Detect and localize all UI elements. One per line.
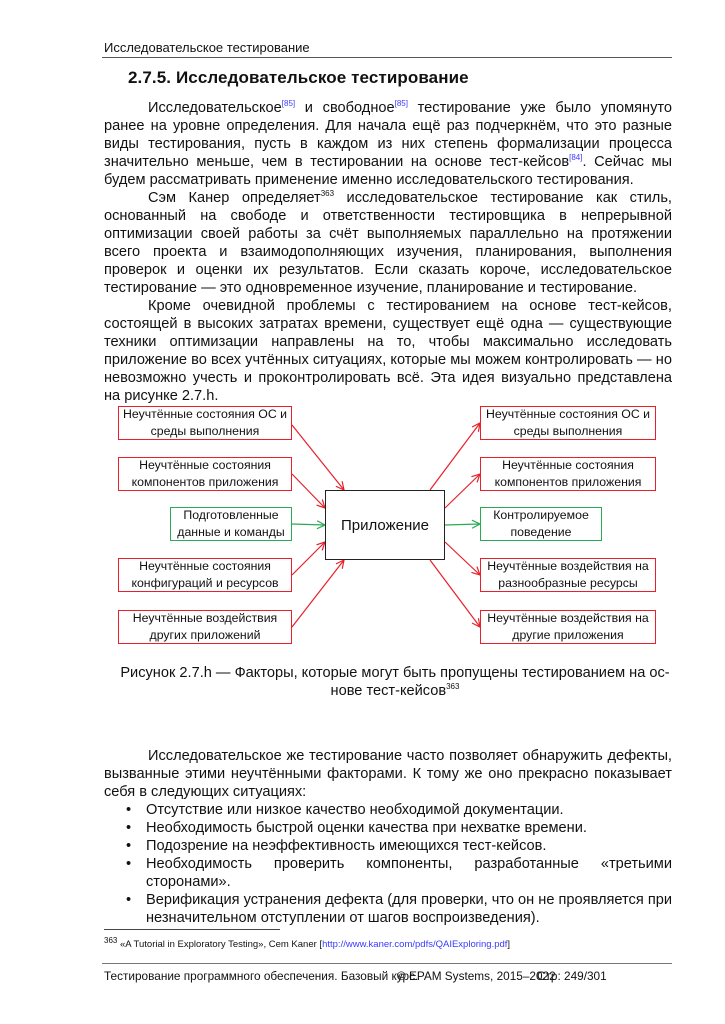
application-label: Приложение [341, 516, 429, 534]
box-label-line: компонентов приложения [131, 475, 279, 489]
box-label-line: Неучтённые воздействия на [487, 559, 649, 573]
input-arrow [292, 474, 325, 508]
figure-caption [112, 664, 678, 700]
list-item [104, 837, 672, 855]
bullet-icon: • [126, 838, 132, 854]
footnote-text: «A Tutorial in Exploratory Testing», Cem Kaner [ [117, 939, 323, 951]
list-item-text: Подозрение на неэффективность имеющихся тест-кейсов. [146, 838, 547, 854]
box-label-line: Неучтённые состояния ОС и [485, 407, 650, 421]
citation-link[interactable]: [85] [281, 99, 296, 109]
footer-course-title: Тестирование программного обеспечения. Базовый курс. [104, 969, 419, 983]
bullet-icon: • [126, 820, 132, 836]
output-arrow [430, 423, 480, 490]
left-factor-box [118, 406, 292, 440]
running-header: Исследовательское тестирование [104, 40, 310, 55]
list-item-text: Верификация устранения дефекта (для проверки, что он не проявляется при незначительном отступлении от шагов воспроизведения). [146, 892, 672, 926]
box-label-line: поведение [510, 525, 572, 539]
paragraph-text: Сэм Канер определяет [148, 190, 321, 206]
input-arrow [292, 524, 325, 525]
paragraph-text: Исследовательское [148, 100, 282, 116]
right-factor-box [480, 558, 656, 592]
box-label-line: Неучтённые воздействия [132, 611, 278, 625]
footnote [104, 936, 510, 950]
output-arrow [445, 524, 480, 525]
box-label-line: разнообразные ресурсы [498, 576, 638, 590]
footer-divider [102, 963, 672, 964]
list-item-text: Отсутствие или низкое качество необходимой документации. [146, 802, 564, 818]
bullet-icon: • [126, 892, 132, 908]
caption-footnote-ref[interactable]: 363 [446, 682, 460, 692]
box-label-line: конфигураций и ресурсов [131, 576, 279, 590]
paragraph-text: тестирование уже было упомянуто ранее на уровне определения. Для начала ещё раз подчеркнём, что это разные виды тестирования, пусть в каждом из них степень формализации процесса значительно меньше, чем в тестировании на основе тест-кейсов [104, 100, 673, 170]
output-arrow [430, 560, 480, 627]
box-label-line: Неучтённые состояния ОС и [122, 407, 287, 421]
left-factor-box [118, 558, 292, 592]
left-factor-box [118, 457, 292, 491]
box-label-line: других приложений [149, 628, 261, 642]
box-label-line: среды выполнения [513, 424, 623, 438]
list-item [104, 819, 672, 837]
right-factor-box [480, 406, 656, 440]
box-label-line: Неучтённые воздействия на [487, 611, 649, 625]
right-factor-box [480, 457, 656, 491]
input-arrow [292, 542, 325, 575]
caption-line-1: Рисунок 2.7.h — Факторы, которые могут быть пропущены тестированием на ос- [120, 665, 670, 681]
situations-list [104, 801, 672, 927]
list-item [104, 891, 672, 927]
paragraph [104, 189, 672, 297]
header-divider [102, 57, 672, 58]
right-factor-box [480, 610, 656, 644]
paragraph-text: . Сейчас мы будем рассматривать применение именно исследовательского тестирования. [104, 154, 672, 188]
list-item [104, 801, 672, 819]
right-factor-box [480, 507, 602, 541]
input-arrow [292, 560, 344, 627]
left-factor-box [118, 610, 292, 644]
list-item-text: Необходимость быстрой оценки качества при нехватке времени. [146, 820, 587, 836]
box-label-line: Неучтённые состояния [139, 458, 271, 472]
footnote-ref[interactable]: 363 [320, 189, 335, 199]
bullet-icon: • [126, 802, 132, 818]
footnote-close: ] [507, 939, 511, 951]
box-label-line: среды выполнения [150, 424, 260, 438]
paragraph: Исследовательское же тестирование часто позволяет обнаружить дефекты, вызванные этими неучтёнными факторами. К тому же оно прекрасно показывает себя в следующих ситуациях: [104, 748, 672, 800]
output-arrow [445, 542, 480, 575]
input-arrow [292, 425, 344, 490]
intro-paragraphs [104, 99, 672, 405]
application-box [325, 490, 445, 560]
paragraph-text: Кроме очевидной проблемы с тестированием на основе тест-кейсов, состоящей в высоких затратах времени, существует ещё одна — существующие техники оптимизации направлены на то, чтобы максимально исследовать приложение во всех учтённых ситуациях, которые мы можем контролировать — но невозможно учесть и проконтролировать всё. Эта идея визуально представлена на рисунке 2.7.h. [104, 298, 672, 404]
footnote-divider [104, 929, 280, 930]
list-item-text: Необходимость проверить компоненты, разработанные «третьими сторонами». [146, 856, 672, 890]
paragraph [104, 297, 672, 405]
caption-line-2: нове тест-кейсов [330, 683, 447, 699]
list-item [104, 855, 672, 891]
output-arrow [445, 474, 480, 508]
citation-link[interactable]: [84] [569, 153, 583, 163]
footnote-number: 363 [104, 936, 118, 945]
footer-copyright: © EPAM Systems, 2015–2022 [397, 969, 556, 983]
paragraph-text: и свободное [295, 100, 395, 116]
section-title: 2.7.5. Исследовательское тестирование [128, 68, 469, 87]
box-label-line: Неучтённые состояния [139, 559, 271, 573]
footnote-link[interactable]: http://www.kaner.com/pdfs/QAIExploring.pdf [322, 939, 508, 951]
box-label-line: Контролируемое [493, 508, 589, 522]
footer-page-number: Стр: 249/301 [537, 969, 607, 983]
paragraph-text: исследовательское тестирование как стиль, основанный на свободе и ответственности тестировщика в непрерывной оптимизации своей работы за счёт выполняемых параллельно на протяжении всего проекта и взаимодополняющих изучения, планирования, выполнения проверок и оценки их результатов. Если сказать короче, исследовательское тестирование — это одновременное изучение, планирование и тестирование. [104, 190, 672, 296]
box-label-line: данные и команды [177, 525, 285, 539]
box-label-line: компонентов приложения [494, 475, 642, 489]
after-figure-paragraph [104, 747, 672, 801]
paragraph [104, 99, 672, 189]
box-label-line: Подготовленные [183, 508, 279, 522]
bullet-icon: • [126, 856, 132, 872]
box-label-line: другие приложения [512, 628, 624, 642]
left-factor-box [170, 507, 292, 541]
citation-link[interactable]: [85] [394, 99, 408, 109]
box-label-line: Неучтённые состояния [502, 458, 634, 472]
